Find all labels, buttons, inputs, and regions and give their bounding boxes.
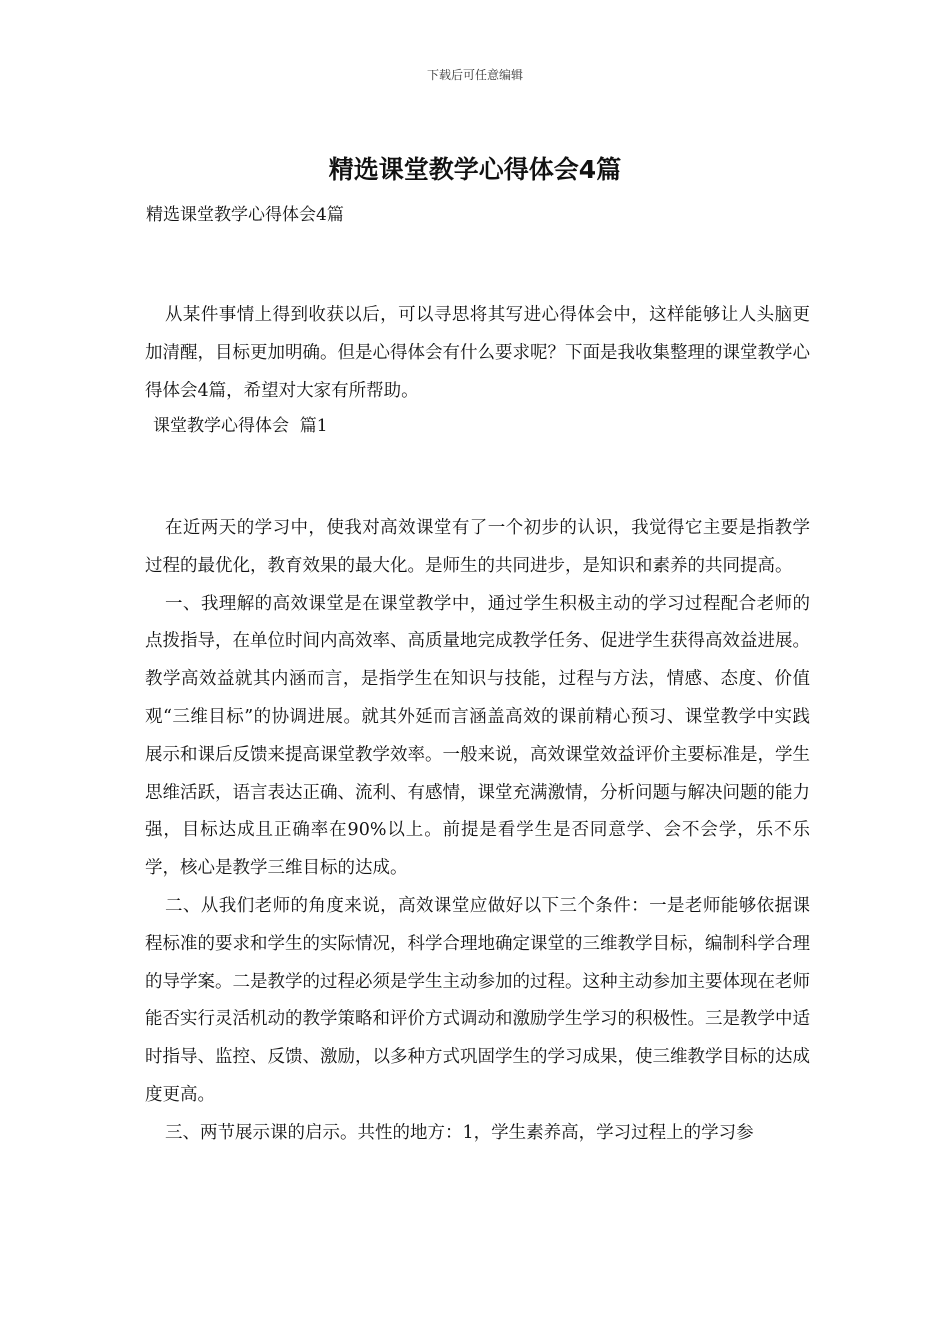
document-title: 精选课堂教学心得体会4篇 — [328, 155, 622, 184]
intro-paragraph: 从某件事情上得到收获以后，可以寻思将其写进心得体会中，这样能够让人头脑更加清醒，目标更加明确。但是心得体会有什么要求呢？下面是我收集整理的课堂教学心得体会4篇，希望对大家有所帮助。 — [145, 305, 810, 401]
section-heading: 课堂教学心得体会 篇1 — [153, 416, 328, 436]
body-paragraph: 二、从我们老师的角度来说，高效课堂应做好以下三个条件：一是老师能够依据课程标准的要求和学生的实际情况，科学合理地确定课堂的三维教学目标，编制科学合理的导学案。二是教学的过程必须是学生主动参加的过程。这种主动参加主要体现在老师能否实行灵活机动的教学策略和评价方式调动和激励学生学习的积极性。三是教学中适时指导、监控、反馈、激励，以多种方式巩固学生的学习成果，使三维教学目标的达成度更高。 — [145, 895, 810, 1105]
body-paragraph: 在近两天的学习中，使我对高效课堂有了一个初步的认识，我觉得它主要是指教学过程的最优化，教育效果的最大化。是师生的共同进步，是知识和素养的共同提高。 — [145, 518, 810, 576]
header-note: 下载后可任意编辑 — [426, 68, 523, 82]
main-body — [145, 510, 810, 1153]
intro-section — [145, 297, 810, 410]
body-paragraph: 一、我理解的高效课堂是在课堂教学中，通过学生积极主动的学习过程配合老师的点拨指导，在单位时间内高效率、高质量地完成教学任务、促进学生获得高效益进展。教学高效益就其内涵而言，是指学生在知识与技能，过程与方法，情感、态度、价值观“三维目标”的协调进展。就其外延而言涵盖高效的课前精心预习、课堂教学中实践展示和课后反馈来提高课堂教学效率。一般来说，高效课堂效益评价主要标准是，学生思维活跃，语言表达正确、流利、有感情，课堂充满激情，分析问题与解决问题的能力强，目标达成且正确率在90%以上。前提是看学生是否同意学、会不会学，乐不乐学，核心是教学三维目标的达成。 — [145, 593, 810, 879]
body-paragraph: 三、两节展示课的启示。共性的地方：1，学生素养高，学习过程上的学习参 — [165, 1122, 754, 1143]
document-subtitle: 精选课堂教学心得体会4篇 — [146, 205, 344, 225]
